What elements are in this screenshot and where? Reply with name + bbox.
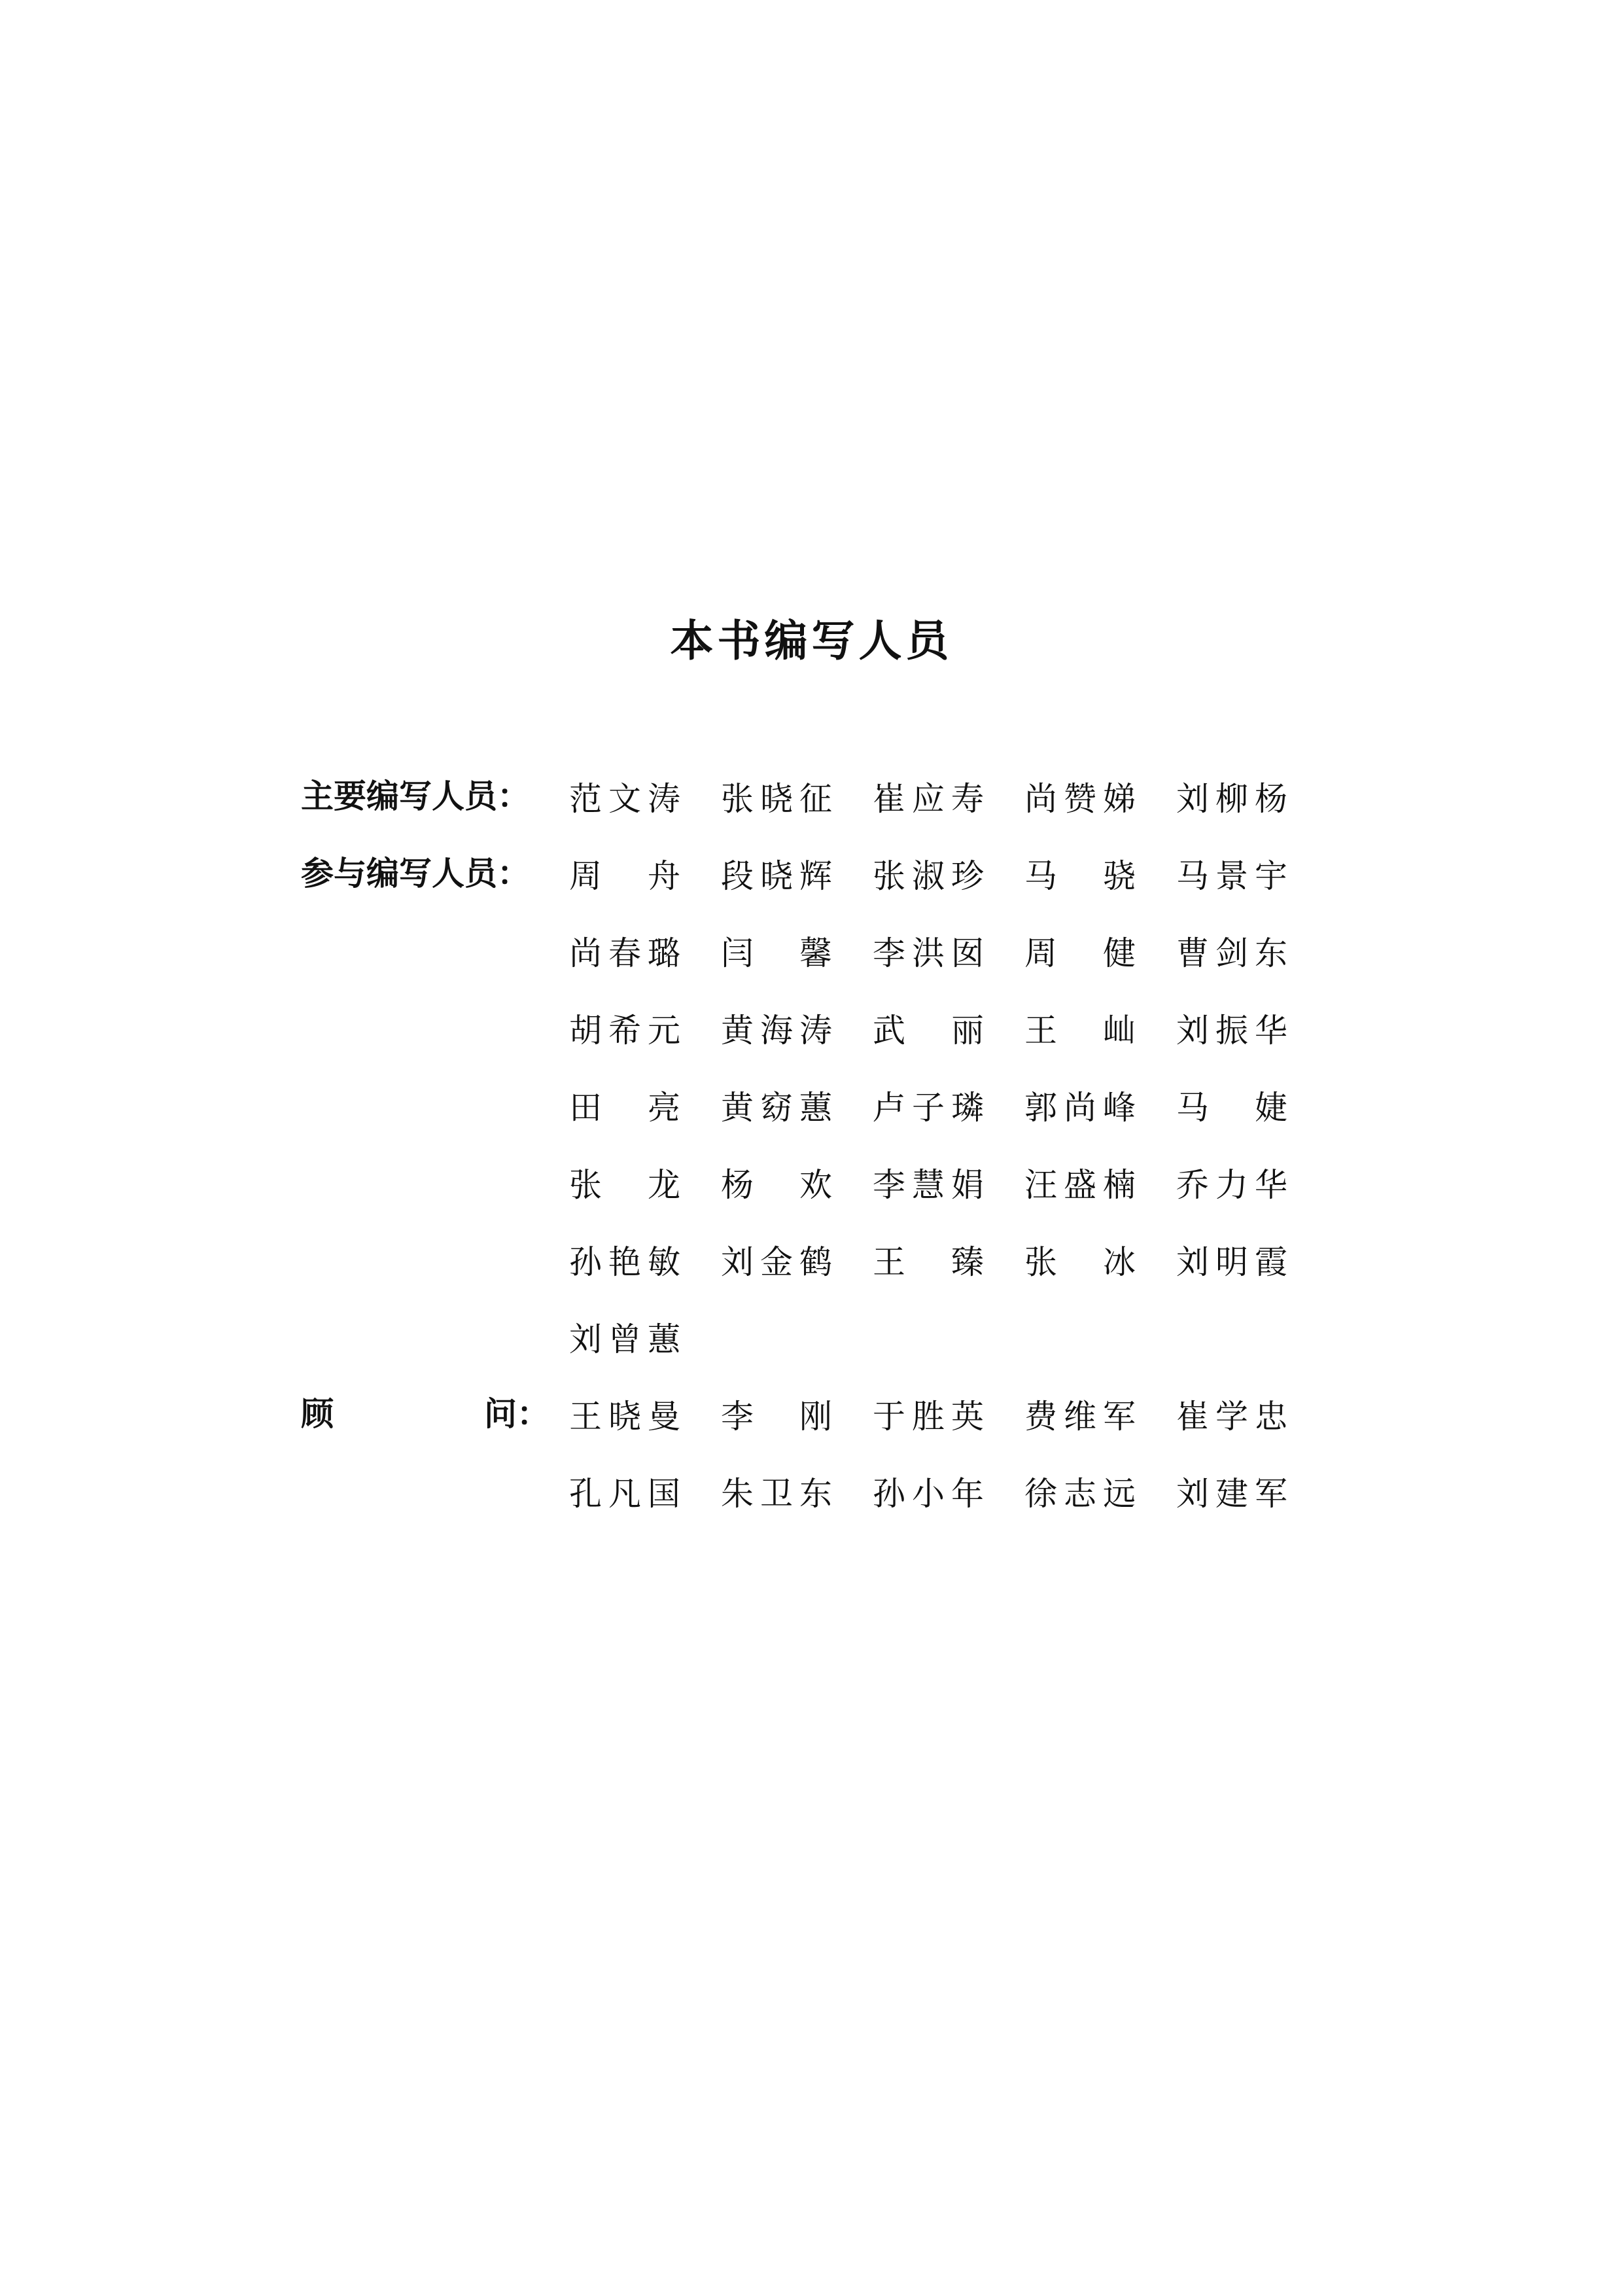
person-name: 李 刚	[721, 1398, 832, 1436]
main-authors-names	[569, 758, 1321, 835]
person-name: 李 慧 娟	[873, 1166, 984, 1204]
person-name: 张 淑 珍	[873, 857, 984, 895]
person-name: 段 晓 辉	[721, 857, 832, 895]
person-name: 刘 曾 蕙	[569, 1320, 680, 1358]
person-name: 曹 剑 东	[1176, 934, 1287, 972]
contributors-group	[301, 835, 1321, 1375]
person-name: 孔 凡 国	[569, 1475, 680, 1513]
person-name: 周 健	[1024, 934, 1136, 972]
person-name: 郭 尚 峰	[1024, 1089, 1136, 1127]
person-name: 张 冰	[1024, 1243, 1136, 1281]
person-name: 张 晓 征	[721, 780, 832, 818]
person-name: 胡 希 元	[569, 1012, 680, 1050]
advisors-label-first: 顾	[301, 1395, 334, 1433]
person-name: 王 臻	[873, 1243, 984, 1281]
person-name: 崔 应 寿	[873, 780, 984, 818]
person-name: 尚 春 璐	[569, 934, 680, 972]
credits-list	[301, 758, 1321, 1530]
advisors-group	[301, 1375, 1321, 1530]
contributors-names	[569, 835, 1321, 1375]
person-name: 周 舟	[569, 857, 680, 895]
main-authors-label: 主要编写人员：	[301, 777, 530, 815]
advisors-label	[301, 1375, 550, 1453]
person-name: 汪 盛 楠	[1024, 1166, 1136, 1204]
person-name: 马 景 宇	[1176, 857, 1287, 895]
person-name: 张 龙	[569, 1166, 680, 1204]
person-name: 武 丽	[873, 1012, 984, 1050]
person-name: 朱 卫 东	[721, 1475, 832, 1513]
person-name: 范 文 涛	[569, 780, 680, 818]
person-name: 徐 志 远	[1024, 1475, 1136, 1513]
person-name: 刘 金 鹤	[721, 1243, 832, 1281]
person-name: 黄 窈 蕙	[721, 1089, 832, 1127]
person-name: 尚 赞 娣	[1024, 780, 1136, 818]
person-name: 崔 学 忠	[1176, 1398, 1287, 1436]
person-name: 闫 馨	[721, 934, 832, 972]
person-name: 马 骁	[1024, 857, 1136, 895]
person-name: 田 亮	[569, 1089, 680, 1127]
person-name: 卢 子 璘	[873, 1089, 984, 1127]
page-title: 本书编写人员	[670, 616, 953, 666]
person-name: 马 婕	[1176, 1089, 1287, 1127]
person-name: 刘 建 军	[1176, 1475, 1287, 1513]
advisors-names	[569, 1375, 1321, 1530]
person-name: 杨 欢	[721, 1166, 832, 1204]
person-name: 于 胜 英	[873, 1398, 984, 1436]
person-name: 孙 小 年	[873, 1475, 984, 1513]
person-name: 孙 艳 敏	[569, 1243, 680, 1281]
person-name: 刘 明 霞	[1176, 1243, 1287, 1281]
contributors-label: 参与编写人员：	[301, 855, 530, 892]
person-name: 王 晓 曼	[569, 1398, 680, 1436]
advisors-label-last: 问：	[484, 1395, 550, 1433]
person-name: 黄 海 涛	[721, 1012, 832, 1050]
person-name: 王 屾	[1024, 1012, 1136, 1050]
person-name: 刘 柳 杨	[1176, 780, 1287, 818]
person-name: 李 洪 囡	[873, 934, 984, 972]
person-name: 费 维 军	[1024, 1398, 1136, 1436]
person-name: 刘 振 华	[1176, 1012, 1287, 1050]
person-name: 乔 力 华	[1176, 1166, 1287, 1204]
main-authors-group	[301, 758, 1321, 835]
